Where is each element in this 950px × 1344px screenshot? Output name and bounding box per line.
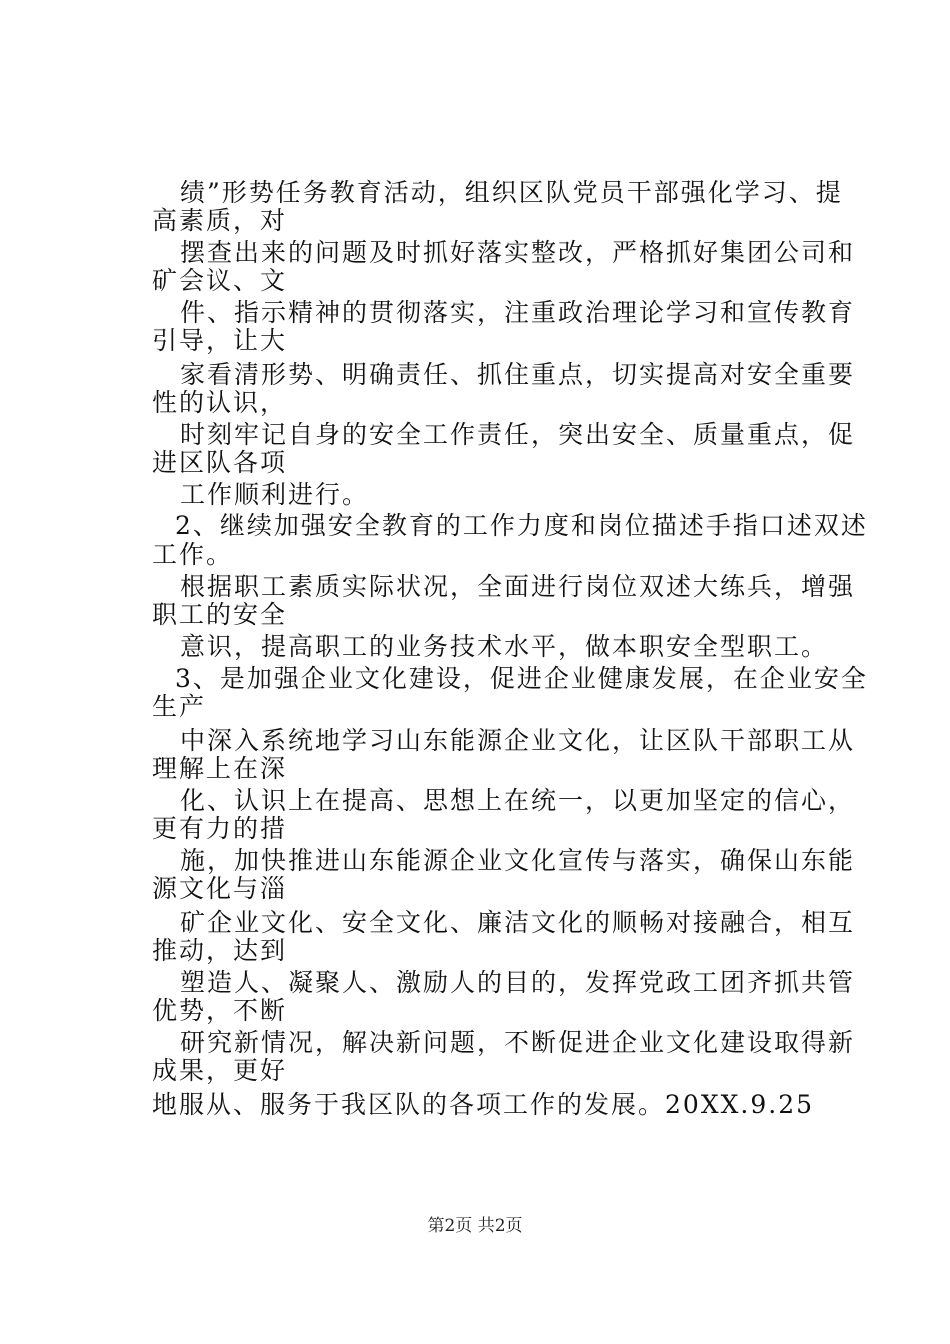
text-line-4: 矿会议、文 — [152, 266, 288, 295]
text-line-28: 优势，不断 — [152, 996, 288, 1025]
text-line-25: 矿企业文化、安全文化、廉洁文化的顺畅对接融合，相互 — [180, 908, 856, 937]
text-line-31: 地服从、服务于我区队的各项工作的发展。20XX.9.25 — [152, 1090, 815, 1119]
text-line-11: 工作顺利进行。 — [180, 480, 370, 509]
text-line-17: 3、是加强企业文化建设，促进企业健康发展，在企业安全 — [175, 664, 868, 693]
text-line-23: 施，加快推进山东能源企业文化宣传与落实，确保山东能 — [180, 846, 856, 875]
text-line-18: 生产 — [152, 692, 207, 721]
page-number-footer: 第2页 共2页 — [427, 1216, 523, 1236]
text-line-22: 更有力的措 — [152, 814, 288, 843]
text-line-21: 化、认识上在提高、思想上在统一，以更加坚定的信心， — [180, 786, 856, 815]
text-line-5: 件、指示精神的贯彻落实，注重政治理论学习和宣传教育 — [180, 298, 856, 327]
text-line-15: 职工的安全 — [152, 600, 288, 629]
text-line-9: 时刻牢记自身的安全工作责任，突出安全、质量重点，促 — [180, 420, 856, 449]
text-line-30: 成果，更好 — [152, 1056, 288, 1085]
text-line-20: 理解上在深 — [152, 754, 288, 783]
text-line-12: 2、继续加强安全教育的工作力度和岗位描述手指口述双述 — [175, 511, 868, 540]
text-line-19: 中深入系统地学习山东能源企业文化，让区队干部职工从 — [180, 726, 856, 755]
text-line-2: 高素质，对 — [152, 206, 288, 235]
text-line-27: 塑造人、凝聚人、激励人的目的，发挥党政工团齐抓共管 — [180, 968, 856, 997]
text-line-29: 研究新情况，解决新问题，不断促进企业文化建设取得新 — [180, 1028, 856, 1057]
text-line-6: 引导，让大 — [152, 326, 288, 355]
text-line-14: 根据职工素质实际状况，全面进行岗位双述大练兵，增强 — [180, 572, 856, 601]
text-line-10: 进区队各项 — [152, 448, 288, 477]
text-line-16: 意识，提高职工的业务技术水平，做本职安全型职工。 — [180, 632, 829, 661]
text-line-26: 推动，达到 — [152, 936, 288, 965]
text-line-8: 性的认识， — [152, 388, 288, 417]
text-line-1: 绩”形势任务教育活动，组织区队党员干部强化学习、提 — [180, 178, 843, 207]
text-line-24: 源文化与淄 — [152, 874, 288, 903]
text-line-7: 家看清形势、明确责任、抓住重点，切实提高对安全重要 — [180, 360, 856, 389]
text-line-13: 工作。 — [152, 540, 234, 569]
text-line-3: 摆查出来的问题及时抓好落实整改，严格抓好集团公司和 — [180, 238, 856, 267]
